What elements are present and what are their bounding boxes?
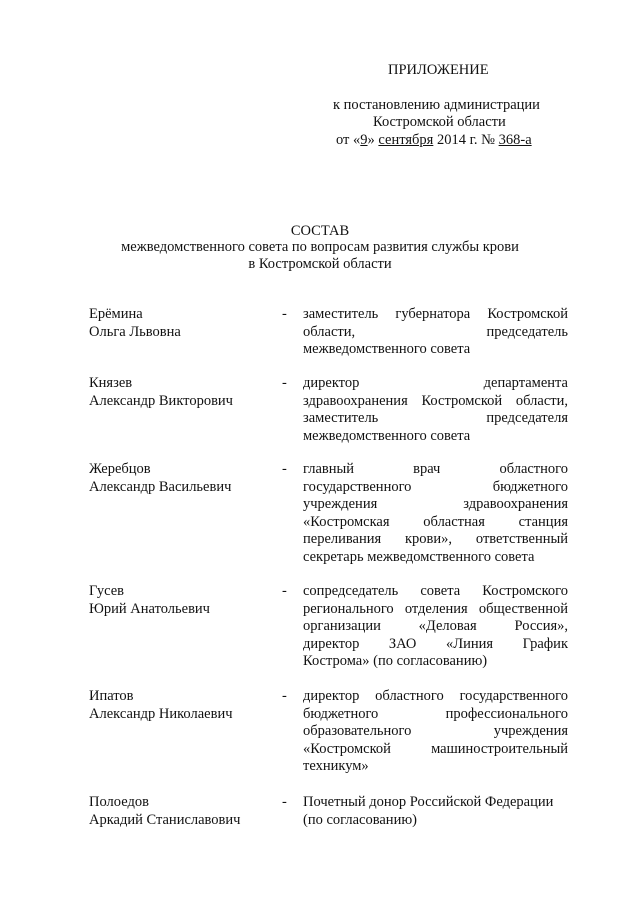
region-name: Костромской области (373, 114, 506, 130)
date-year: 2014 г. № (433, 132, 499, 148)
position-line: директор ЗАО «Линия График (303, 635, 568, 652)
date-month: сентября (378, 132, 434, 148)
member-name (89, 583, 210, 618)
document-heading: СОСТАВ (290, 223, 350, 239)
member-given-name: Александр Викторович (89, 392, 233, 409)
member-dash: - (282, 461, 287, 477)
position-line: директор департамента (303, 375, 568, 391)
position-line: бюджетного профессионального (303, 705, 568, 722)
member-dash: - (282, 688, 287, 704)
member-name (89, 794, 240, 829)
member-surname: Гусев (89, 583, 124, 599)
member-dash: - (282, 375, 287, 391)
position-line: области, председатель (303, 323, 568, 340)
appendix-label: ПРИЛОЖЕНИЕ (388, 62, 489, 78)
position-line: сопредседатель совета Костромского (303, 583, 568, 599)
position-line: здравоохранения Костромской области, (303, 392, 568, 409)
position-line: межведомственного совета (303, 341, 471, 357)
position-line: заместитель губернатора Костромской (303, 306, 568, 322)
member-surname: Жеребцов (89, 461, 151, 477)
member-position (303, 794, 568, 829)
member-given-name: Ольга Львовна (89, 323, 181, 340)
position-line: государственного бюджетного (303, 478, 568, 495)
resolution-reference: к постановлению администрации (333, 97, 540, 113)
date-day: 9 (360, 132, 368, 148)
member-given-name: Аркадий Станиславович (89, 811, 241, 828)
position-line: учреждения здравоохранения (303, 496, 568, 512)
position-line: секретарь межведомственного совета (303, 548, 535, 565)
resolution-date (336, 132, 532, 149)
position-line: заместитель председателя (303, 410, 568, 426)
member-dash: - (282, 583, 287, 599)
member-surname: Полоедов (89, 794, 149, 810)
position-line: образовательного учреждения (303, 723, 568, 739)
position-line: организации «Деловая Россия», (303, 618, 568, 634)
member-given-name: Александр Васильевич (89, 478, 232, 495)
position-line: Кострома» (по согласованию) (303, 653, 488, 669)
member-dash: - (282, 794, 287, 810)
document-subtitle-line1: межведомственного совета по вопросам развития службы крови (121, 239, 519, 255)
document-subtitle-line2: в Костромской области (248, 256, 392, 272)
member-position (303, 306, 568, 359)
position-line: главный врач областного (303, 461, 568, 477)
position-line: Почетный донор Российской Федерации (303, 794, 554, 810)
member-position (303, 461, 568, 566)
member-dash: - (282, 306, 287, 322)
position-line: «Костромская областная станция (303, 513, 568, 530)
position-line: техникум» (303, 758, 369, 774)
position-line: (по согласованию) (303, 811, 417, 828)
member-name (89, 375, 233, 410)
position-line: «Костромской машиностроительный (303, 740, 568, 757)
position-line: переливания крови», ответственный (303, 531, 568, 547)
member-surname: Князев (89, 375, 133, 391)
date-mid: » (367, 132, 379, 148)
position-line: регионального отделения общественной (303, 600, 568, 617)
member-surname: Ипатов (89, 688, 134, 704)
member-name (89, 688, 233, 723)
position-line: межведомственного совета (303, 427, 471, 444)
member-position (303, 583, 568, 671)
member-position (303, 375, 568, 445)
member-name (89, 306, 181, 341)
date-prefix: от « (336, 132, 361, 148)
member-position (303, 688, 568, 776)
member-given-name: Александр Николаевич (89, 705, 233, 722)
position-line: директор областного государственного (303, 688, 568, 704)
member-name (89, 461, 231, 496)
resolution-number: 368-а (498, 132, 532, 148)
member-surname: Ерёмина (89, 306, 143, 322)
member-given-name: Юрий Анатольевич (89, 600, 210, 617)
